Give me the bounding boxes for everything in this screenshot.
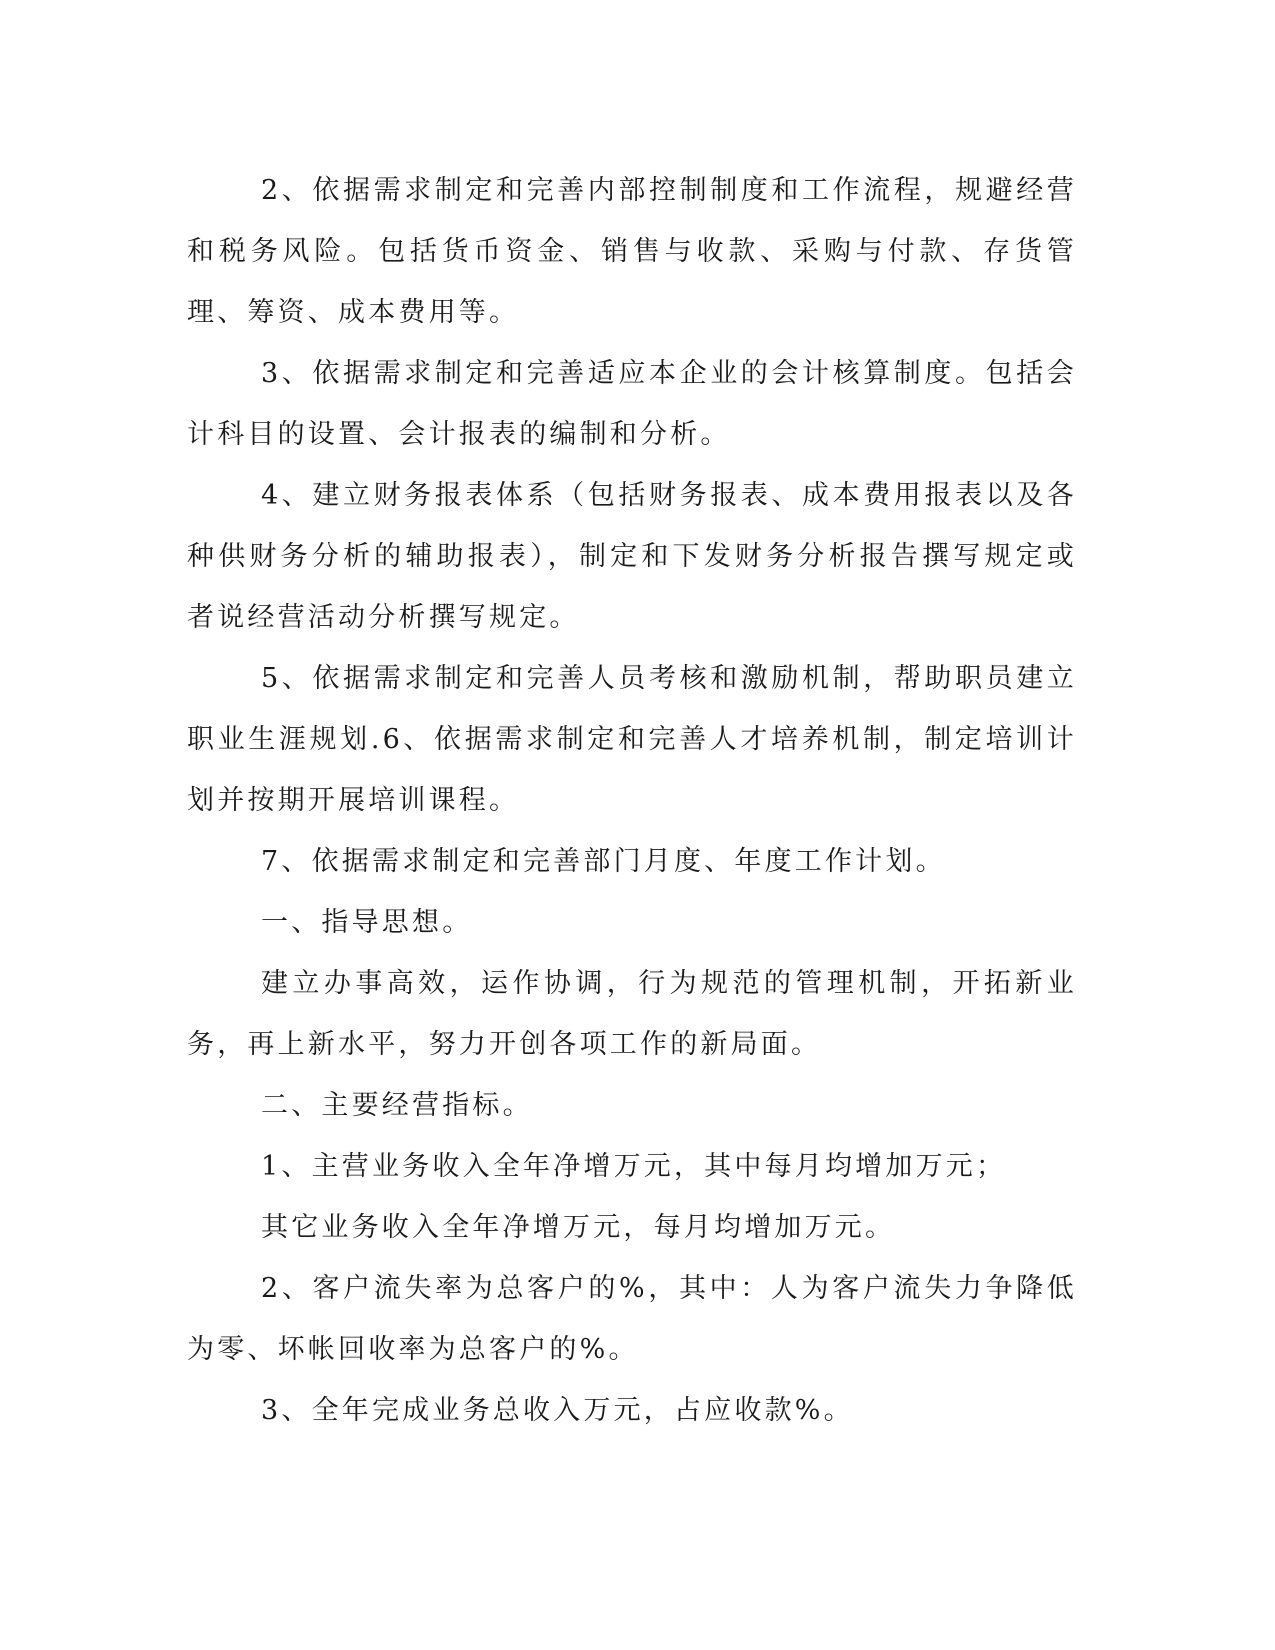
section-heading-guiding-ideology: 一、指导思想。	[261, 907, 473, 938]
paragraph-main-revenue: 1、主营业务收入全年净增万元，其中每月均增加万元；	[261, 1151, 1007, 1182]
paragraph-financial-reports: 4、建立财务报表体系（包括财务报表、成本费用报表以及各种供财务分析的辅助报表），制定和下发财务分析报告撰写规定或者说经营活动分析撰写规定。	[187, 480, 1077, 633]
document-body	[187, 160, 1077, 1441]
paragraph-accounting-system: 3、依据需求制定和完善适应本企业的会计核算制度。包括会计科目的设置、会计报表的编制和分析。	[187, 358, 1077, 450]
paragraph-internal-control: 2、依据需求制定和完善内部控制制度和工作流程，规避经营和税务风险。包括货币资金、销售与收款、采购与付款、存货管理、筹资、成本费用等。	[187, 175, 1077, 328]
paragraph-customer-churn: 2、客户流失率为总客户的%，其中：人为客户流失力争降低为零、坏帐回收率为总客户的%。	[187, 1273, 1077, 1365]
paragraph-guiding-ideology: 建立办事高效，运作协调，行为规范的管理机制，开拓新业务，再上新水平，努力开创各项工作的新局面。	[187, 968, 1077, 1060]
section-heading-business-indicators: 二、主要经营指标。	[261, 1090, 533, 1121]
paragraph-other-revenue: 其它业务收入全年净增万元，每月均增加万元。	[261, 1212, 896, 1243]
paragraph-work-plan: 7、依据需求制定和完善部门月度、年度工作计划。	[261, 846, 946, 877]
paragraph-total-revenue: 3、全年完成业务总收入万元，占应收款%。	[261, 1395, 854, 1426]
paragraph-staff-assessment: 5、依据需求制定和完善人员考核和激励机制，帮助职员建立职业生涯规划.6、依据需求制定和完善人才培养机制，制定培训计划并按期开展培训课程。	[187, 663, 1077, 816]
